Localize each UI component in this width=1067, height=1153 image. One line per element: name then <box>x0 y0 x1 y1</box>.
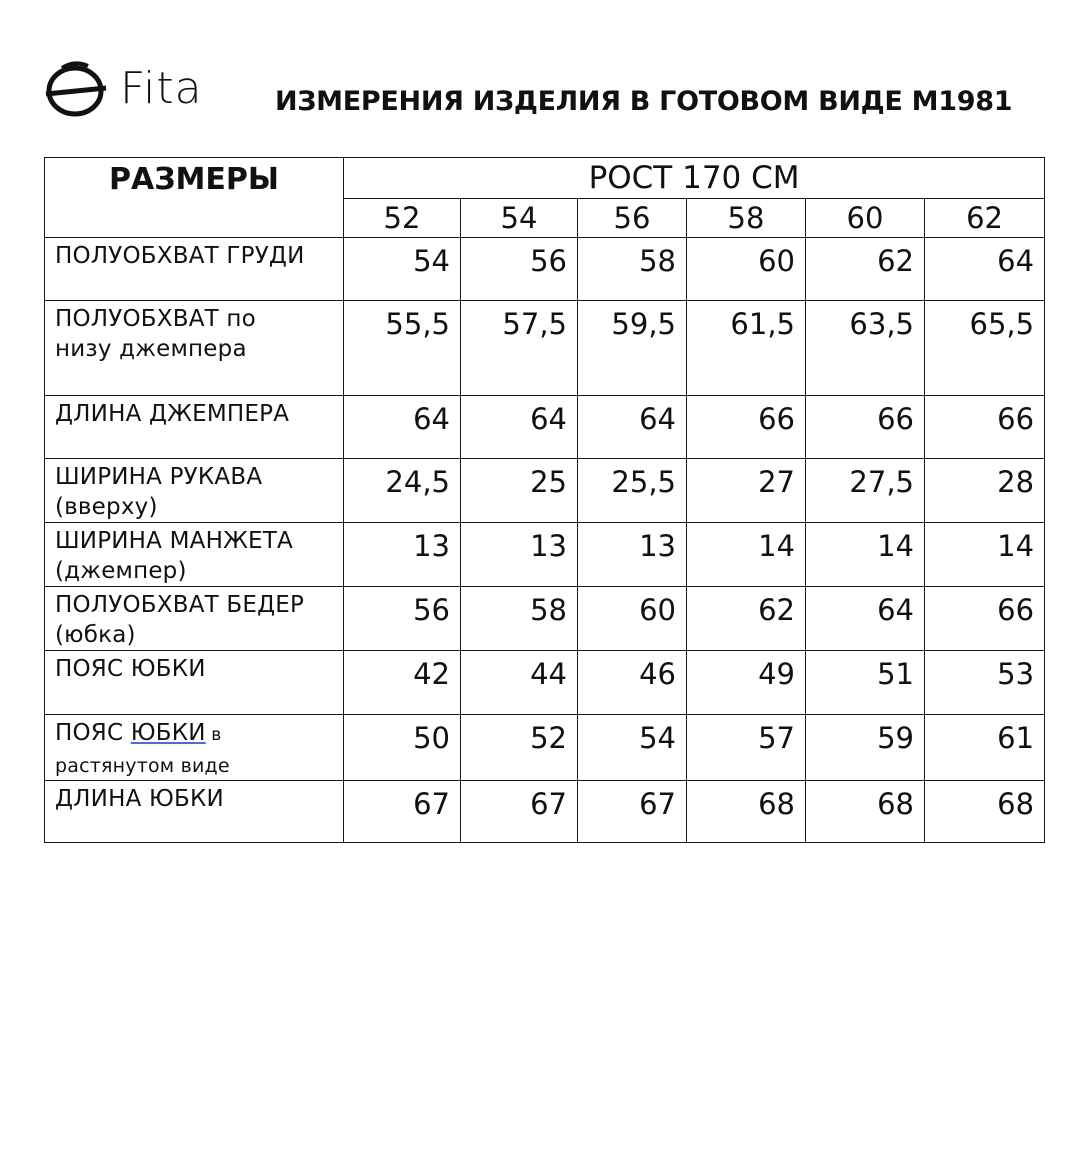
value-cell: 57,5 <box>461 301 578 396</box>
value-cell: 64 <box>578 396 687 459</box>
value-cell: 24,5 <box>344 459 461 523</box>
value-cell: 13 <box>461 523 578 587</box>
size-cell: 60 <box>806 199 925 238</box>
value-cell: 64 <box>925 238 1045 301</box>
value-cell: 56 <box>344 587 461 651</box>
fita-logo-icon <box>44 58 108 120</box>
sizes-header: РАЗМЕРЫ <box>45 158 344 238</box>
value-cell: 13 <box>344 523 461 587</box>
value-cell: 50 <box>344 715 461 781</box>
table-row <box>45 651 1045 715</box>
value-cell: 66 <box>925 396 1045 459</box>
row-label-line2: низу джемпера <box>55 336 247 362</box>
value-cell: 28 <box>925 459 1045 523</box>
row-label-line2: (юбка) <box>55 622 136 648</box>
row-label-line1: ДЛИНА ЮБКИ <box>55 786 224 812</box>
row-label-line2: растянутом виде <box>55 755 230 777</box>
value-cell: 27,5 <box>806 459 925 523</box>
row-label-underlined: ЮБКИ <box>130 720 206 746</box>
table-row <box>45 715 1045 781</box>
table-row <box>45 301 1045 396</box>
value-cell: 64 <box>461 396 578 459</box>
value-cell: 54 <box>344 238 461 301</box>
value-cell: 64 <box>806 587 925 651</box>
value-cell: 62 <box>806 238 925 301</box>
value-cell: 68 <box>806 781 925 843</box>
value-cell: 60 <box>687 238 806 301</box>
value-cell: 59 <box>806 715 925 781</box>
value-cell: 67 <box>578 781 687 843</box>
row-label-line1: ПОЛУОБХВАТ по <box>55 306 256 332</box>
brand-logo <box>44 58 203 120</box>
size-cell: 52 <box>344 199 461 238</box>
value-cell: 58 <box>578 238 687 301</box>
value-cell: 53 <box>925 651 1045 715</box>
value-cell: 14 <box>925 523 1045 587</box>
value-cell: 42 <box>344 651 461 715</box>
value-cell: 27 <box>687 459 806 523</box>
row-label <box>45 459 344 523</box>
table-row <box>45 523 1045 587</box>
value-cell: 44 <box>461 651 578 715</box>
value-cell: 66 <box>687 396 806 459</box>
value-cell: 51 <box>806 651 925 715</box>
value-cell: 14 <box>806 523 925 587</box>
value-cell: 49 <box>687 651 806 715</box>
brand-name: Fita <box>120 63 203 114</box>
value-cell: 25 <box>461 459 578 523</box>
value-cell: 67 <box>344 781 461 843</box>
value-cell: 59,5 <box>578 301 687 396</box>
size-cell: 58 <box>687 199 806 238</box>
value-cell: 25,5 <box>578 459 687 523</box>
value-cell: 65,5 <box>925 301 1045 396</box>
value-cell: 62 <box>687 587 806 651</box>
value-cell: 54 <box>578 715 687 781</box>
value-cell: 58 <box>461 587 578 651</box>
value-cell: 14 <box>687 523 806 587</box>
row-label <box>45 301 344 396</box>
row-label <box>45 587 344 651</box>
row-label-line1: ПОЯС ЮБКИ <box>55 656 206 682</box>
size-cell: 56 <box>578 199 687 238</box>
value-cell: 63,5 <box>806 301 925 396</box>
row-label-line2: (джемпер) <box>55 558 187 584</box>
row-label-line1: ПОЛУОБХВАТ ГРУДИ <box>55 243 305 269</box>
size-cell: 62 <box>925 199 1045 238</box>
row-label <box>45 781 344 843</box>
row-label <box>45 715 344 781</box>
row-label-line1: ДЛИНА ДЖЕМПЕРА <box>55 401 290 427</box>
row-label <box>45 238 344 301</box>
value-cell: 60 <box>578 587 687 651</box>
table-row <box>45 238 1045 301</box>
table-row <box>45 459 1045 523</box>
size-cell: 54 <box>461 199 578 238</box>
row-label <box>45 651 344 715</box>
row-label-line1: ПОЯС <box>55 720 131 746</box>
value-cell: 68 <box>687 781 806 843</box>
row-label-line1: ШИРИНА РУКАВА <box>55 464 263 490</box>
value-cell: 61,5 <box>687 301 806 396</box>
value-cell: 66 <box>806 396 925 459</box>
value-cell: 56 <box>461 238 578 301</box>
value-cell: 66 <box>925 587 1045 651</box>
row-label-line1: ШИРИНА МАНЖЕТА <box>55 528 293 554</box>
value-cell: 61 <box>925 715 1045 781</box>
value-cell: 57 <box>687 715 806 781</box>
page-title: ИЗМЕРЕНИЯ ИЗДЕЛИЯ В ГОТОВОМ ВИДЕ M1981 <box>275 86 1013 117</box>
value-cell: 67 <box>461 781 578 843</box>
value-cell: 68 <box>925 781 1045 843</box>
table-row <box>45 396 1045 459</box>
row-label <box>45 523 344 587</box>
value-cell: 64 <box>344 396 461 459</box>
row-label <box>45 396 344 459</box>
header-row <box>45 158 1045 199</box>
table-row <box>45 587 1045 651</box>
row-label-tail: в <box>205 725 222 745</box>
measurements-table <box>44 157 1045 843</box>
table-row <box>45 781 1045 843</box>
value-cell: 46 <box>578 651 687 715</box>
value-cell: 52 <box>461 715 578 781</box>
row-label-line1: ПОЛУОБХВАТ БЕДЕР <box>55 592 305 618</box>
value-cell: 55,5 <box>344 301 461 396</box>
height-header: РОСТ 170 СМ <box>344 158 1045 199</box>
row-label-line2: (вверху) <box>55 494 158 520</box>
value-cell: 13 <box>578 523 687 587</box>
